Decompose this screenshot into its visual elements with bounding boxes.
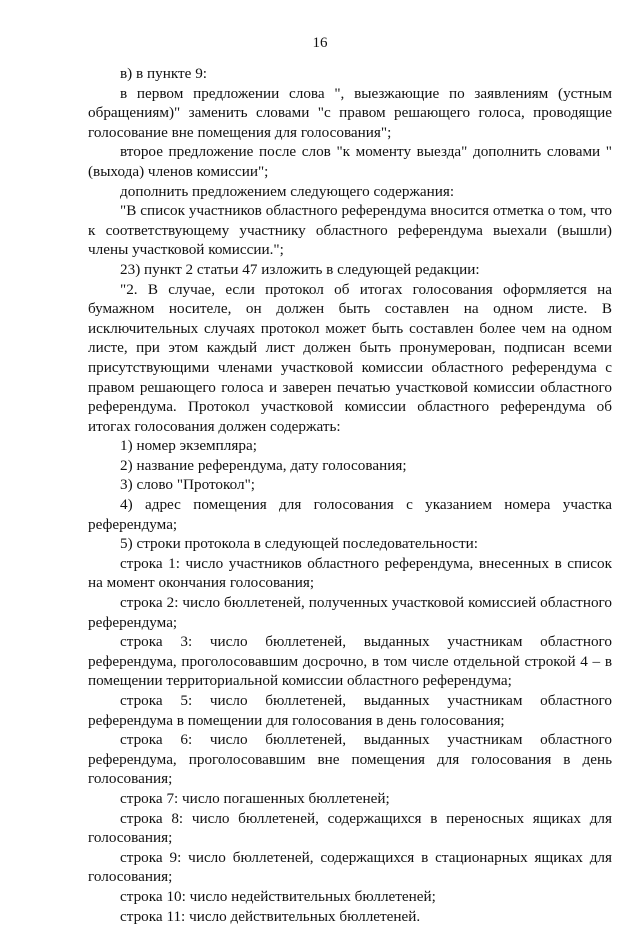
protocol-line: строка 5: число бюллетеней, выданных участникам областного референдума в помещении для голосования в день голосования; [88, 692, 612, 729]
document-body [88, 64, 612, 926]
paragraph: второе предложение после слов "к моменту выезда" дополнить словами "(выхода) членов комиссии"; [88, 143, 612, 180]
page-number: 16 [312, 35, 328, 51]
paragraph: в) в пункте 9: [120, 65, 208, 82]
list-item: 1) номер экземпляра; [120, 437, 257, 455]
list-item: 2) название референдума, дату голосования; [120, 456, 407, 474]
protocol-line: строка 7: число погашенных бюллетеней; [120, 789, 390, 807]
protocol-line: строка 3: число бюллетеней, выданных участникам областного референдума, проголосовавшим досрочно, в том числе отдельной строкой 4 – в помещении территориальной комиссии областного референдума; [88, 633, 612, 690]
paragraph: в первом предложении слова ", выезжающие по заявлениям (устным обращениям)" заменить словами "с правом решающего голоса, проводящие голосование вне помещения для голосования"; [88, 84, 612, 141]
protocol-line: строка 2: число бюллетеней, полученных участковой комиссией областного референдума; [88, 594, 612, 631]
protocol-line: строка 6: число бюллетеней, выданных участникам областного референдума, проголосовавшим вне помещения для голосования в день голосования; [88, 731, 612, 788]
protocol-line: строка 9: число бюллетеней, содержащихся в стационарных ящиках для голосования; [88, 848, 612, 886]
protocol-line: строка 10: число недействительных бюллетеней; [120, 887, 436, 905]
protocol-line: строка 1: число участников областного референдума, внесенных в список на момент окончания голосования; [88, 554, 612, 592]
list-item: 4) адрес помещения для голосования с указанием номера участка референдума; [88, 496, 612, 533]
protocol-line: строка 11: число действительных бюллетеней. [120, 907, 421, 925]
paragraph: дополнить предложением следующего содержания: [120, 182, 455, 200]
paragraph: 23) пункт 2 статьи 47 изложить в следующей редакции: [120, 260, 480, 278]
protocol-line: строка 8: число бюллетеней, содержащихся в переносных ящиках для голосования; [88, 809, 612, 847]
list-item: 3) слово "Протокол"; [120, 476, 256, 494]
paragraph: "2. В случае, если протокол об итогах голосования оформляется на бумажном носителе, он должен быть составлен на одном листе. В исключительных случаях протокол может быть составлен более чем на одном листе, при этом каждый лист должен быть пронумерован, подписан всеми присутствующими членами участковой комиссии областного референдума с правом решающего голоса и заверен печатью участковой комиссии областного референдума. Протокол участковой комиссии областного референдума об итогах голосования должен содержать: [88, 280, 612, 435]
list-item: 5) строки протокола в следующей последовательности: [120, 535, 478, 553]
paragraph: "В список участников областного референдума вносится отметка о том, что к соответствующему участнику областного референдума выехали (вышли) члены участковой комиссии."; [88, 202, 612, 259]
